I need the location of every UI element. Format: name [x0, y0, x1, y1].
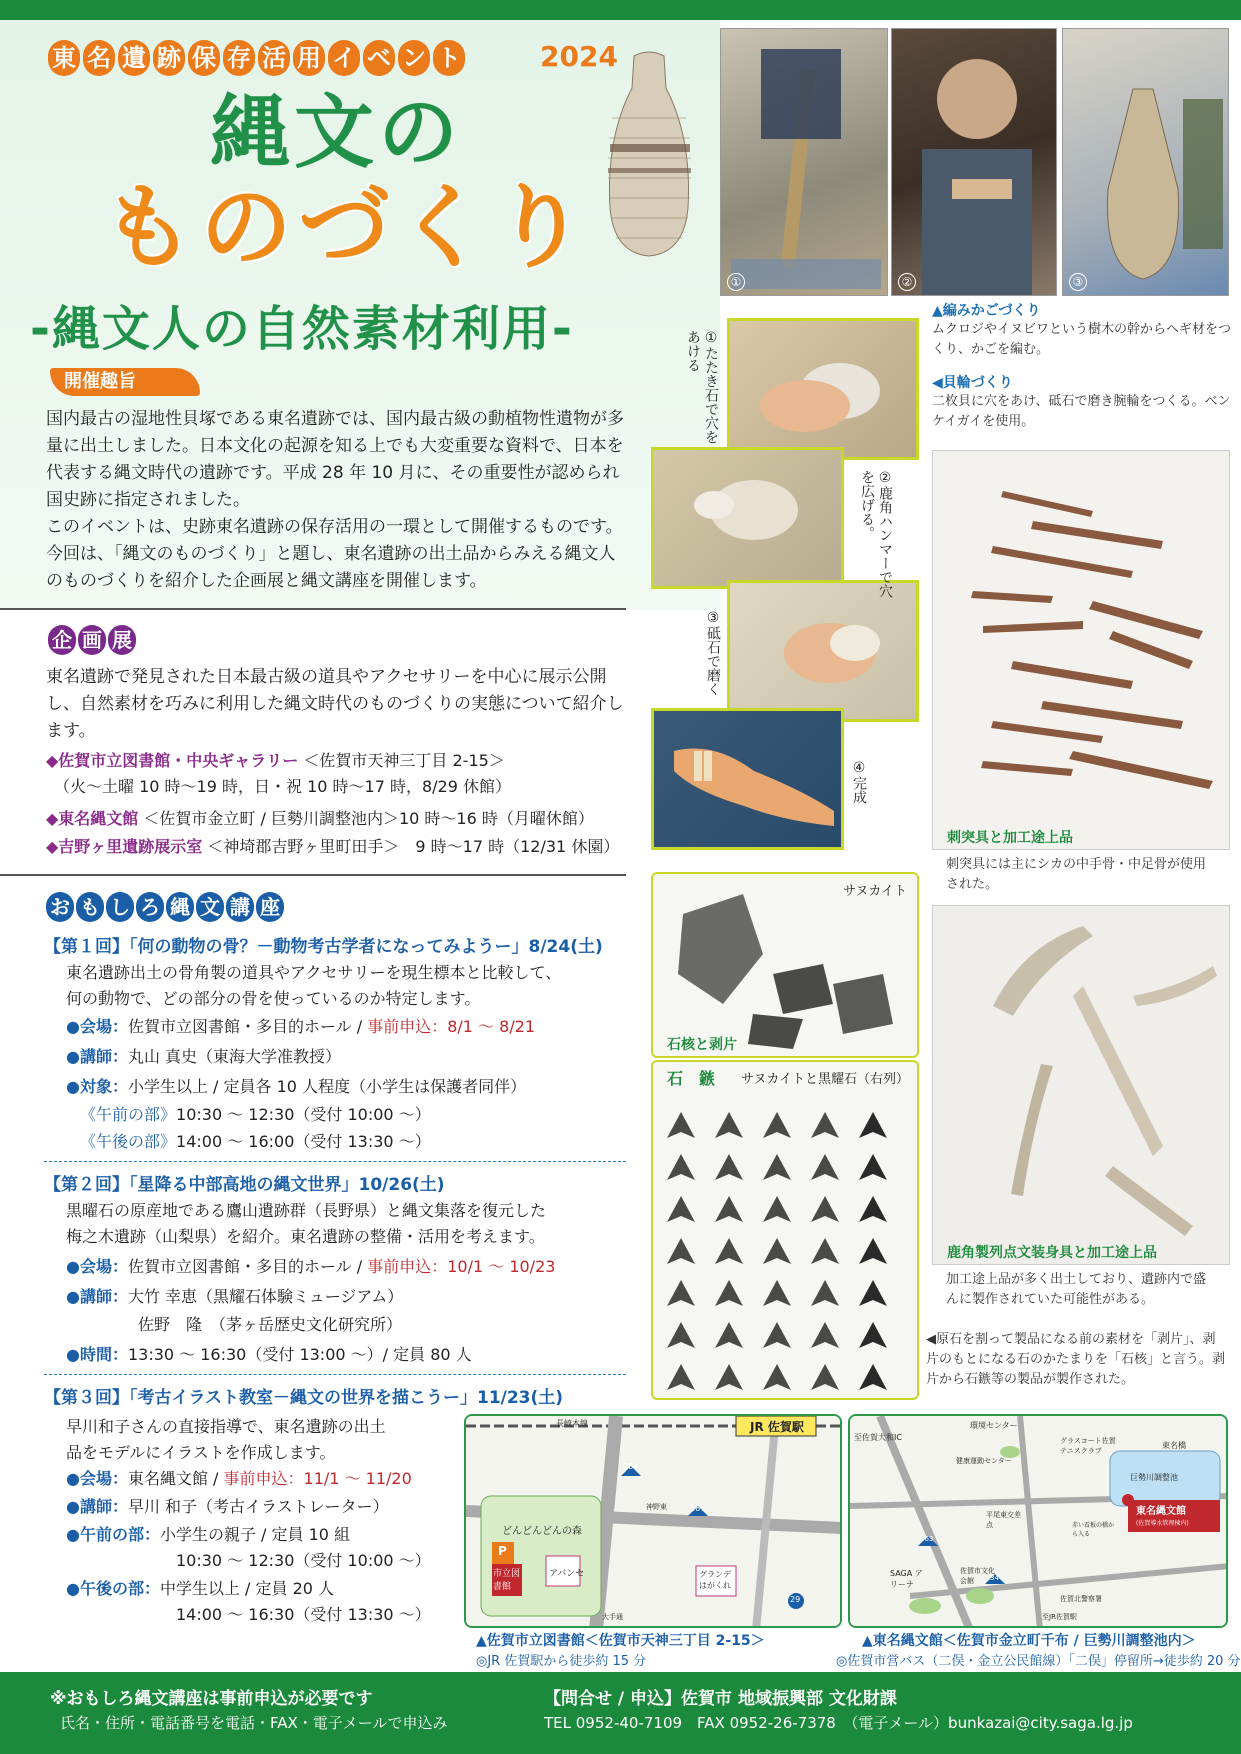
photo-bone-tools	[932, 450, 1230, 850]
lecture1-desc: 東名遺跡出土の骨角製の道具やアクセサリーを現生標本と比較して、	[66, 963, 562, 982]
footer	[0, 1672, 1241, 1754]
lecture3-desc: 早川和子さんの直接指導で、東名遺跡の出土	[66, 1417, 386, 1436]
lecture3-desc: 品をモデルにイラストを作成します。	[66, 1443, 336, 1462]
map-nishi-label: 神野東	[646, 1503, 667, 1511]
subtitle: -縄文人の自然素材利用-	[30, 301, 574, 357]
venue-library-hours: （火〜土曜 10 時〜19 時，日・祝 10 時〜17 時，8/29 休館）	[54, 777, 511, 796]
field-value: 14:00 〜 16:00（受付 13:30 〜）	[176, 1132, 431, 1151]
lecture2-desc: 黒曜石の原産地である鷹山遺跡群（長野県）と縄文集落を復元した	[66, 1201, 547, 1220]
venue-name: ◆東名縄文館	[46, 809, 139, 828]
photo-step1	[727, 318, 919, 460]
bracelet-caption-head: ◀貝輪づくり	[932, 375, 1013, 391]
arrowhead	[811, 1196, 839, 1222]
lecture2-head: 【第２回】「星降る中部高地の縄文世界」10/26(土)	[44, 1175, 445, 1195]
arrowhead	[667, 1196, 695, 1222]
arrowhead	[667, 1280, 695, 1306]
arrowhead	[811, 1322, 839, 1348]
map-apanse-label: アバンセ	[549, 1569, 585, 1579]
lectures-title	[46, 892, 284, 922]
map-jomon-access: ◎佐賀市営バス（二俣・金立公民館線）「二俣」停留所→徒歩約 20 分	[836, 1654, 1241, 1669]
arrowhead	[763, 1238, 791, 1264]
field-value: 丸山 真史（東海大学准教授）	[127, 1047, 342, 1066]
event-title-char: 名	[83, 40, 115, 76]
venue-yoshinogari	[46, 834, 666, 860]
field-value: 早川 和子（考古イラストレーター）	[127, 1497, 389, 1516]
lectures-title-char: し	[106, 892, 134, 922]
map-glass-label: グラスコート佐賀テニスクラブ	[1060, 1437, 1116, 1455]
field-label: ●午前の部：	[66, 1525, 160, 1544]
arrowhead	[859, 1280, 887, 1306]
arrowhead	[811, 1112, 839, 1138]
arrowhead	[667, 1364, 695, 1390]
lecture2-lecturer	[66, 1284, 403, 1310]
lectures-title-char: も	[76, 892, 104, 922]
arrowhead	[715, 1196, 743, 1222]
footer-contact2: TEL 0952-40-7109 FAX 0952-26-7378 （電子メール）bunkazai@city.saga.lg.jp	[544, 1714, 1133, 1732]
venue-name: ◆吉野ヶ里遺跡展示室	[46, 837, 203, 856]
event-title-char: 東	[48, 40, 80, 76]
map-route-34: 34	[990, 1574, 999, 1582]
map-line-label: 長崎本線	[556, 1419, 588, 1428]
event-title-char: 保	[188, 40, 220, 76]
footer-note2: 氏名・住所・電話番号を電話・FAX・電子メールで申込み	[60, 1714, 448, 1732]
arrowhead	[667, 1322, 695, 1348]
event-title-char: 跡	[153, 40, 185, 76]
map-library-caption: ▲佐賀市立図書館＜佐賀市天神三丁目 2-15＞	[476, 1633, 765, 1649]
purpose-tag: 開催趣旨	[50, 368, 200, 396]
lecture3-am-time: 10:30 〜 12:30（受付 10:00 〜）	[176, 1551, 431, 1570]
bone-tools-label: 刺突具と加工途上品	[947, 830, 1073, 846]
event-title-char: ン	[398, 40, 430, 76]
dashed-divider	[44, 1374, 626, 1375]
lecture1-pm	[80, 1129, 431, 1155]
photo-arrowheads	[651, 1060, 919, 1400]
arrowhead	[811, 1364, 839, 1390]
field-value: 佐賀市立図書館・多目的ホール /	[127, 1257, 368, 1276]
lectures-title-char: お	[46, 892, 74, 922]
lecture1-head: 【第１回】「何の動物の骨？－動物考古学者になってみようー」8/24(土)	[44, 937, 603, 957]
arrowhead	[763, 1322, 791, 1348]
arrowhead-label-right: サヌカイトと黒耀石（右列）	[741, 1072, 909, 1087]
photo-antler-ornaments	[932, 905, 1230, 1265]
map-arena-label: SAGA アリーナ	[890, 1569, 923, 1589]
event-title-char: 用	[293, 40, 325, 76]
arrowhead	[667, 1238, 695, 1264]
divider	[0, 874, 626, 876]
stone-label-right: サヌカイト	[843, 884, 907, 899]
event-title-char: 遺	[118, 40, 150, 76]
footer-note: ※おもしろ縄文講座は事前申込が必要です	[50, 1689, 373, 1709]
lecture3-head: 【第３回】「考古イラスト教室－縄文の世界を描こうー」11/23(土)	[44, 1388, 564, 1408]
venue-detail: ＜佐賀市天神三丁目 2-15＞	[303, 751, 505, 770]
arrowhead	[859, 1364, 887, 1390]
venue-library	[46, 748, 646, 774]
field-value: 小学生以上 / 定員各 10 人程度（小学生は保護者同伴）	[127, 1077, 527, 1096]
apply-period: 事前申込：10/1 〜 10/23	[367, 1257, 556, 1276]
lecture2-time	[66, 1342, 472, 1368]
field-value: 13:30 〜 16:30（受付 13:00 〜）/ 定員 80 人	[127, 1345, 472, 1364]
venue-name: ◆佐賀市立図書館・中央ギャラリー	[46, 751, 299, 770]
photo-basket-weaving	[720, 28, 888, 296]
event-title-char: 存	[223, 40, 255, 76]
map-intersection-label: 平尾東交差点	[986, 1511, 1021, 1529]
exhibition-title	[48, 625, 136, 655]
event-title-char: ベ	[363, 40, 395, 76]
map-library-label: 市立図書館	[493, 1569, 521, 1592]
map-hall-sublabel: (佐賀導水管理棟内)	[1136, 1520, 1189, 1527]
field-label: ●会場：	[66, 1257, 128, 1276]
divider	[0, 608, 626, 610]
map-p-label: P	[498, 1544, 507, 1558]
field-label: ●対象：	[66, 1077, 128, 1096]
map-route-29: 29	[790, 1595, 801, 1604]
map-env-label: 環境センター	[970, 1421, 1018, 1430]
photo-stone-core	[651, 872, 919, 1058]
venue-detail: ＜佐賀市金立町 / 巨勢川調整池内＞10 時〜16 時（月曜休館）	[143, 809, 594, 828]
arrowhead	[763, 1196, 791, 1222]
step3-caption: ③砥石で磨く	[705, 610, 721, 696]
arrowhead	[715, 1364, 743, 1390]
arrowhead	[811, 1154, 839, 1180]
top-bar	[0, 0, 1241, 20]
lectures-title-char: 縄	[166, 892, 194, 922]
field-label: ●講師：	[66, 1497, 128, 1516]
arrowhead	[715, 1112, 743, 1138]
photo-finished-basket	[1062, 28, 1229, 296]
arrowhead	[763, 1280, 791, 1306]
photo-number: ②	[898, 273, 916, 291]
arrowhead	[715, 1238, 743, 1264]
lecture1-target	[66, 1074, 526, 1100]
photo-step3	[727, 580, 919, 722]
exhibition-title-char: 企	[48, 625, 76, 655]
bracelet-caption-text: 二枚貝に穴をあけ、砥石で磨き腕輪をつくる。ベンケイガイを使用。	[932, 394, 1231, 429]
venue-detail: ＜神埼郡吉野ヶ里町田手＞ 9 時〜17 時（12/31 休園）	[207, 837, 620, 856]
stone-core-label: 石核と剥片	[667, 1037, 737, 1053]
lecture1-desc: 何の動物で、どの部分の骨を使っているのか特定します。	[66, 989, 481, 1008]
lecture3-pm-time: 14:00 〜 16:30（受付 13:30 〜）	[176, 1605, 431, 1624]
step2-caption: ②鹿角ハンマーで穴を広げる。	[859, 470, 893, 598]
map-sign-label: 赤い看板の橋から入る	[1072, 1522, 1115, 1538]
field-label: 《午前の部》	[80, 1105, 177, 1124]
arrowhead	[811, 1280, 839, 1306]
field-value: 10:30 〜 12:30（受付 10:00 〜）	[176, 1105, 431, 1124]
field-label: ●講師：	[66, 1047, 128, 1066]
field-value: 大竹 幸恵（黒耀石体験ミュージアム）	[127, 1287, 404, 1306]
photo-step2	[651, 447, 844, 589]
map-jomon-caption: ▲東名縄文館＜佐賀市金立町千布 / 巨勢川調整池内＞	[862, 1633, 1196, 1649]
map-route-264: 264	[623, 1462, 639, 1471]
apply-period: 事前申込：8/1 〜 8/21	[367, 1017, 536, 1036]
map-police-label: 佐賀北警察署	[1060, 1595, 1102, 1603]
arrowhead	[763, 1154, 791, 1180]
photo-step4	[651, 708, 844, 850]
purpose-text-2: このイベントは、史跡東名遺跡の保存活用の一環として開催するものです。今回は、「縄文のものづくり」と題し、東名遺跡の出土品からみえる縄文人のものづくりを紹介した企画展と縄文講座を開催します。	[46, 517, 623, 591]
apply-period: 事前申込：11/1 〜 11/20	[223, 1469, 412, 1488]
lecture1-am	[80, 1102, 431, 1128]
map-jomon-hall	[848, 1414, 1228, 1628]
lecture1-venue	[66, 1014, 535, 1040]
field-value: 東名縄文館 /	[127, 1469, 224, 1488]
photo-number: ①	[727, 273, 745, 291]
exhibition-title-char: 画	[78, 625, 106, 655]
event-title	[48, 38, 465, 78]
arrowhead	[715, 1322, 743, 1348]
event-year: 2024	[540, 40, 618, 73]
basket-image	[604, 48, 694, 258]
bone-tools-caption: 刺突具には主にシカの中手骨・中足骨が使用された。	[946, 857, 1207, 892]
arrowhead	[811, 1238, 839, 1264]
step4-caption: ④完成	[851, 760, 867, 804]
map-park-label: どんどんどんの森	[502, 1526, 582, 1537]
map-civic-label: 佐賀市文化会館	[960, 1567, 995, 1585]
lecture3-pm	[66, 1576, 334, 1602]
map-ote-label: 大手通	[602, 1613, 623, 1621]
field-label: 《午後の部》	[80, 1132, 177, 1151]
lectures-title-char: 講	[226, 892, 254, 922]
map-route-267: 267	[690, 1504, 706, 1513]
field-value: 小学生の親子 / 定員 10 組	[159, 1525, 351, 1544]
purpose-text-1: 国内最古の湿地性貝塚である東名遺跡では、国内最古級の動植物性遺物が多量に出土しました。日本文化の起源を知る上でも大変重要な資料で、日本を代表する縄文時代の遺跡です。平成 28 年 10 月に、その重要性が認められ国史跡に指定されました。	[46, 409, 624, 510]
arrowhead	[859, 1196, 887, 1222]
lecture1-lecturer	[66, 1044, 341, 1070]
field-label: ●講師：	[66, 1287, 128, 1306]
lecture2-venue	[66, 1254, 555, 1280]
event-title-char: 活	[258, 40, 290, 76]
lectures-title-char: 文	[196, 892, 224, 922]
field-label: ●午後の部：	[66, 1579, 160, 1598]
basket-caption-text: ムクロジやイヌビワという樹木の幹からヘギ材をつくり、かごを編む。	[932, 322, 1232, 357]
map-ic-label: 至佐賀大和IC	[854, 1433, 902, 1442]
field-label: ●会場：	[66, 1017, 128, 1036]
map-grande-label: グランデはがくれ	[699, 1570, 731, 1590]
arrowhead	[859, 1322, 887, 1348]
dashed-divider	[44, 1161, 626, 1162]
field-label: ●会場：	[66, 1469, 128, 1488]
step1-caption: ①たたき石で穴をあける	[685, 330, 719, 444]
arrowhead	[859, 1112, 887, 1138]
main-title-line2: ものづくり	[102, 174, 593, 281]
map-route-263: 263	[920, 1535, 934, 1543]
field-value: 佐賀市立図書館・多目的ホール /	[127, 1017, 368, 1036]
map-pond-label: 巨勢川調整池	[1130, 1473, 1178, 1482]
field-label: ●時間：	[66, 1345, 128, 1364]
antler-caption: 加工途上品が多く出土しており、遺跡内で盛んに製作されていた可能性がある。	[946, 1272, 1207, 1307]
venue-jomon-hall	[46, 806, 666, 832]
arrowhead	[715, 1154, 743, 1180]
arrowhead-label: 石 鏃	[667, 1069, 716, 1088]
exhibition-title-char: 展	[108, 625, 136, 655]
field-value: 中学生以上 / 定員 20 人	[159, 1579, 335, 1598]
map-health-label: 健康運動センター	[956, 1457, 1012, 1465]
lecture2-lecturer2: 佐野 隆 （茅ヶ岳歴史文化研究所）	[138, 1315, 403, 1334]
lectures-title-char: 座	[256, 892, 284, 922]
arrowhead	[859, 1238, 887, 1264]
arrowhead	[667, 1154, 695, 1180]
photo-number: ③	[1069, 273, 1087, 291]
lecture2-desc: 梅之木遺跡（山梨県）を紹介。東名遺跡の整備・活用を考えます。	[66, 1227, 545, 1246]
lecture3-venue	[66, 1466, 412, 1492]
arrowhead	[667, 1112, 695, 1138]
lectures-title-char: ろ	[136, 892, 164, 922]
footer-contact: 【問合せ / 申込】佐賀市 地域振興部 文化財課	[544, 1689, 897, 1709]
lecture3-lecturer	[66, 1494, 389, 1520]
map-jr-label: 至JR佐賀駅	[1042, 1613, 1077, 1621]
map-library-access: ◎JR 佐賀駅から徒歩約 15 分	[476, 1654, 647, 1669]
flake-caption: ◀原石を割って製品になる前の素材を「剥片」、剥片のもとになる石のかたまりを「石核」と言う。剥片から石鏃等の製品が製作された。	[926, 1332, 1226, 1387]
arrowhead	[763, 1364, 791, 1390]
arrowhead	[859, 1154, 887, 1180]
lecture3-am	[66, 1522, 350, 1548]
main-title-line1: 縄文の	[210, 86, 462, 179]
antler-label: 鹿角製列点文装身具と加工途上品	[947, 1245, 1157, 1261]
map-hall-label: 東名縄文館	[1136, 1506, 1186, 1517]
arrowhead	[715, 1280, 743, 1306]
arrowhead	[763, 1112, 791, 1138]
exhibition-text: 東名遺跡で発見された日本最古級の道具やアクセサリーを中心に展示公開し、自然素材を巧みに利用した縄文時代のものづくりの実態について紹介します。	[46, 667, 624, 741]
basket-caption-head: ▲編みかごづくり	[932, 303, 1041, 319]
photo-carving	[891, 28, 1057, 296]
map-station-label: JR 佐賀駅	[750, 1420, 804, 1434]
event-title-char: ト	[433, 40, 465, 76]
map-library	[464, 1414, 842, 1628]
event-title-char: イ	[328, 40, 360, 76]
map-bridge-label: 東名橋	[1162, 1441, 1186, 1450]
